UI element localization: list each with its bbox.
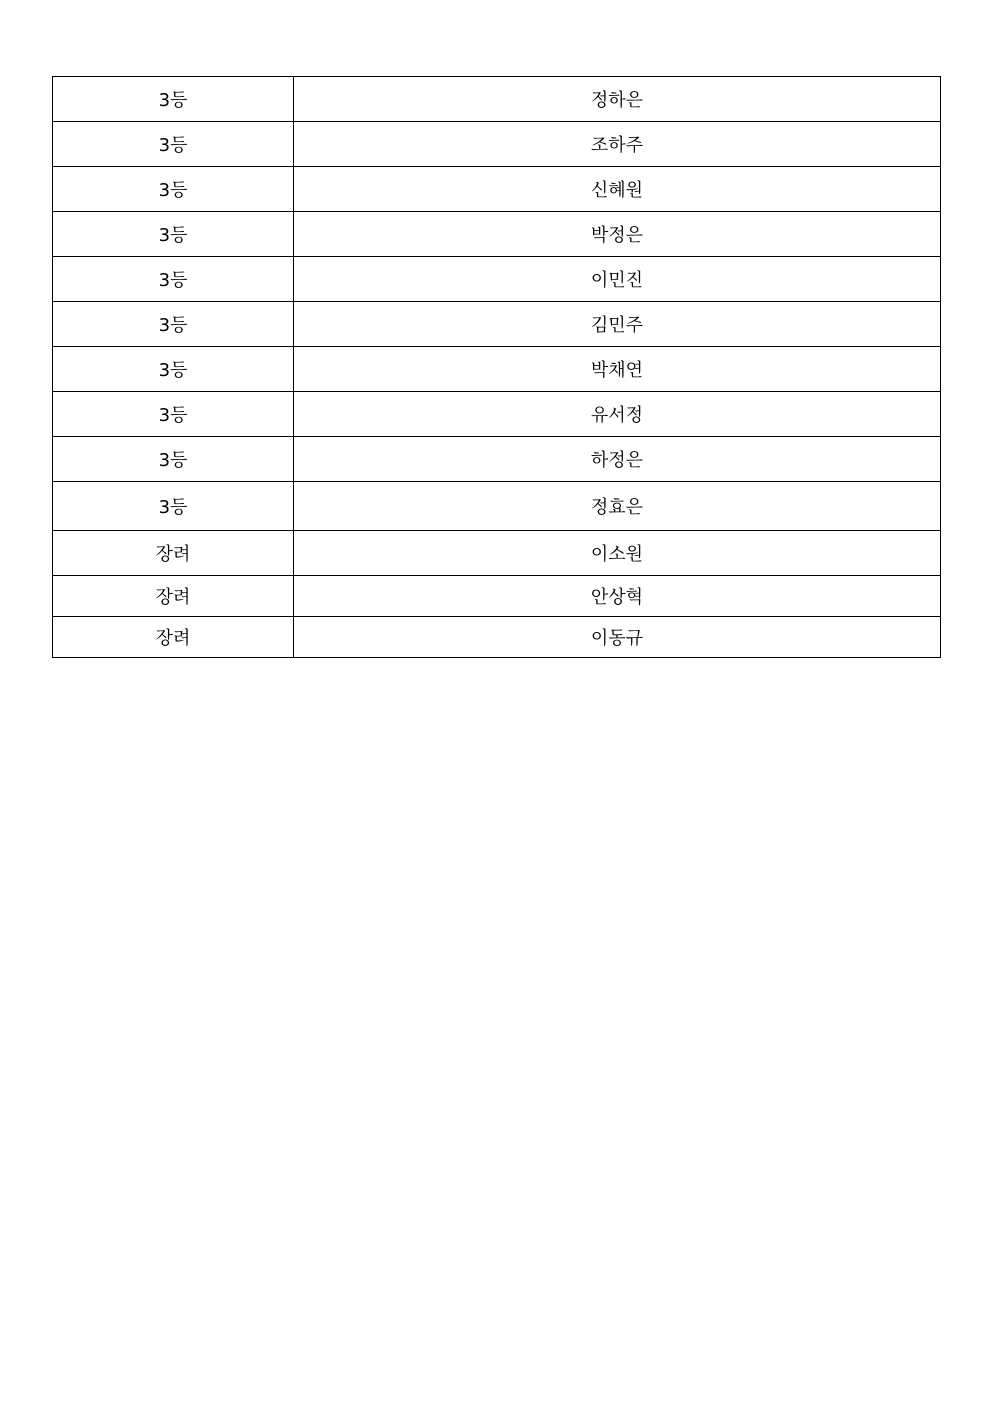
rank-cell: 3등 (53, 122, 294, 167)
table-row (53, 617, 941, 658)
rank-cell: 3등 (53, 482, 294, 531)
name-cell: 신혜원 (294, 167, 941, 212)
name-cell: 이민진 (294, 257, 941, 302)
name-cell: 정효은 (294, 482, 941, 531)
table-row (53, 437, 941, 482)
table-row (53, 347, 941, 392)
name-cell: 정하은 (294, 77, 941, 122)
name-cell: 이동규 (294, 617, 941, 658)
table-row (53, 212, 941, 257)
table-row (53, 482, 941, 531)
table-row (53, 167, 941, 212)
table-row (53, 122, 941, 167)
rank-cell: 장려 (53, 531, 294, 576)
name-cell: 하정은 (294, 437, 941, 482)
table-row (53, 392, 941, 437)
name-cell: 유서정 (294, 392, 941, 437)
table-row (53, 302, 941, 347)
name-cell: 조하주 (294, 122, 941, 167)
rank-cell: 3등 (53, 347, 294, 392)
table-row (53, 576, 941, 617)
name-cell: 박채연 (294, 347, 941, 392)
rank-cell: 장려 (53, 617, 294, 658)
name-cell: 박정은 (294, 212, 941, 257)
name-cell: 이소원 (294, 531, 941, 576)
table-row (53, 77, 941, 122)
name-cell: 안상혁 (294, 576, 941, 617)
rank-cell: 3등 (53, 302, 294, 347)
rank-cell: 3등 (53, 77, 294, 122)
table-row (53, 257, 941, 302)
rank-cell: 장려 (53, 576, 294, 617)
rank-cell: 3등 (53, 437, 294, 482)
rank-cell: 3등 (53, 212, 294, 257)
rank-cell: 3등 (53, 257, 294, 302)
rank-cell: 3등 (53, 167, 294, 212)
table-row (53, 531, 941, 576)
name-cell: 김민주 (294, 302, 941, 347)
award-table (52, 76, 941, 658)
rank-cell: 3등 (53, 392, 294, 437)
